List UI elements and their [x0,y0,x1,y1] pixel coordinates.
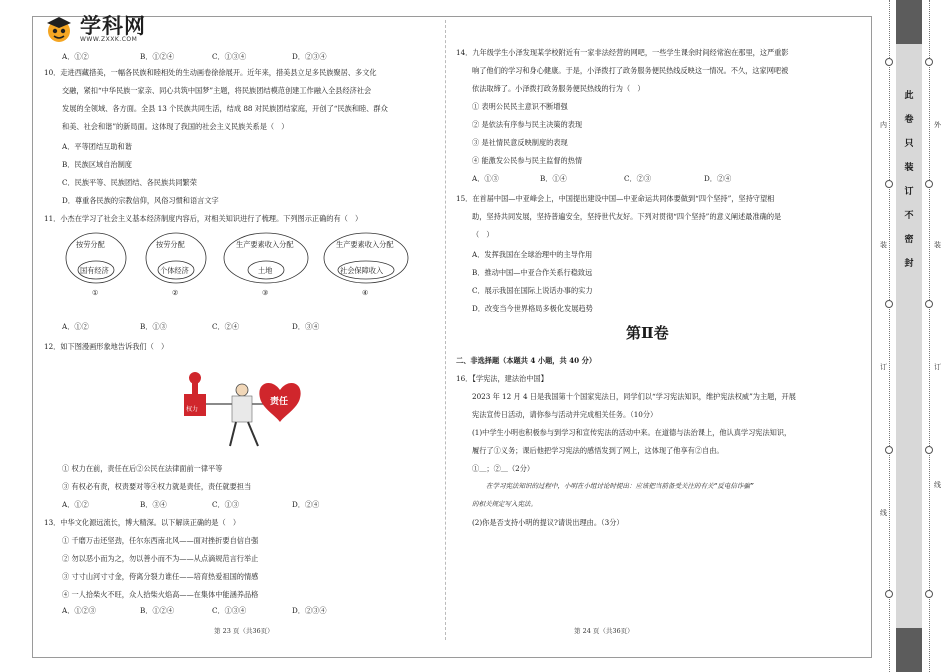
q10-option-a: A．平等团结互助和谐 [62,142,132,151]
inner-dotted-line [889,0,890,672]
binding-ring-5 [885,590,893,598]
q9-option-d: D．②③④ [292,52,327,61]
q12-option-c: C．①③ [212,500,240,509]
binding-ring-7 [925,180,933,188]
q14-item-1: ① 表明公民民主意识不断增强 [472,102,568,111]
q14-line-2: 响了他们的学习和身心健康。于是，小泽拨打了政务服务便民热线反映这一情况。不久，这家网吧被 [472,66,789,75]
q15-option-a: A．发挥我国在全球治理中的主导作用 [472,250,593,259]
q13-item-2: ② 勿以恶小而为之，勿以善小而不为——从点滴规范言行举止 [62,554,259,563]
binding-ring-10 [925,590,933,598]
q11-d2-outer: 按劳分配 [156,240,185,249]
q10-line-1: 10．走进西藏措美，一幅各民族和睦相处的生动画卷徐徐展开。近年来，措美县立足多民族聚居、多文化 [44,68,377,77]
inner-mark-1: 内 [880,121,887,129]
q13-item-4: ④ 一人拾柴火不旺，众人拾柴火焰高——在集体中能涵养品格 [62,590,259,599]
q16-note-line-1: 在学习宪法知识的过程中，小明在小组讨论时提出：应该把当前备受关注的有关“反电信诈骗” [486,482,754,490]
part2-heading: 二、非选择题（本题共 4 小题，共 40 分） [456,356,597,365]
q14-line-1: 14．九年级学生小泽发现某学校附近有一家非法经营的网吧，一些学生课余时间经常泡在那里，这严重影 [456,48,789,57]
q11-d3-num: ③ [262,288,269,297]
q14-option-d: D．②④ [704,174,732,183]
q14-option-c: C．②③ [624,174,652,183]
binding-ring-3 [885,300,893,308]
q10-line-3: 发展的全领域、各方面。全县 13 个民族共同生活，结成 88 对民族团结家庭，开创了“民族和睦、群众 [62,104,388,113]
q12-option-d: D．②④ [292,500,320,509]
strip-char-5: 订 [904,187,914,197]
q11-d3-outer: 生产要素收入分配 [236,240,294,249]
q11-d3-inner: 土地 [258,266,273,275]
column-divider [445,20,446,640]
strip-char-1: 此 [904,91,914,101]
q15-line-2: 助，坚持共同发展，坚持普遍安全，坚持世代友好。下列对贯彻“四个坚持”的意义阐述最准确的是 [472,212,782,221]
q9-option-b: B．①②④ [140,52,175,61]
q9-option-a: A．①② [62,52,89,61]
q11-d2-num: ② [172,288,179,297]
strip-char-8: 封 [904,259,914,269]
binding-ring-6 [925,58,933,66]
q11-d2-inner: 个体经济 [160,266,189,275]
cartoon-power-label: 权力 [186,406,199,413]
q10-line-2: 交融，紧扣“中华民族一家亲、同心共筑中国梦”主题，将民族团结模范创建工作融入全县经济社会 [62,86,372,95]
left-page-footer: 第 23 页（共36页） [214,627,274,635]
figure-body-icon [232,396,252,422]
logo-brand-text: 学科网 [80,14,146,38]
strip-char-3: 只 [904,139,914,149]
q13-item-3: ③ 寸寸山河寸寸金，侉离分裂力谁任——培育热爱祖国的情感 [62,572,259,581]
logo-url-text: WWW.ZXXK.COM [80,36,138,43]
q12-statement-1: ① 权力在前，责任在后②公民在法律面前一律平等 [62,464,223,473]
outer-mark-3: 订 [934,363,941,371]
q15-option-d: D．改变当今世界格局多极化发展趋势 [472,304,593,313]
strip-char-7: 密 [904,235,914,245]
q11-option-d: D．③④ [292,322,320,331]
q11-d1-inner: 国有经济 [80,266,109,275]
q16-line-4: 履行了①义务；课后他把学习宪法的感悟发到了网上，这体现了他享有②自由。 [472,446,724,455]
q12-statement-2: ③ 有权必有责，权责要对等④权力就是责任，责任就要担当 [62,482,252,491]
inner-mark-2: 装 [880,241,887,249]
q16-blank-line[interactable]: ①＿；②＿（2分） [472,464,535,473]
q16-line-1: 2023 年 12 月 4 日是我国第十个国家宪法日，同学们以“学习宪法知识，维护宪法权威”为主题，开展 [472,392,796,401]
binding-ring-8 [925,300,933,308]
q15-line-1: 15．在首届中国—中亚峰会上，中国提出建设中国—中亚命运共同体要做到“四个坚持”，坚持守望相 [456,194,775,203]
q13-option-d: D．②③④ [292,606,327,615]
q11-option-a: A．①② [62,322,89,331]
q13-option-b: B．①②④ [140,606,175,615]
outer-dotted-line [929,0,930,672]
binding-ring-4 [885,446,893,454]
q11-d4-inner: 社会保障收入 [340,266,384,275]
q11-d4-num: ④ [362,288,369,297]
strip-char-4: 装 [904,163,914,173]
q12-cartoon [180,360,310,460]
binding-ring-2 [885,180,893,188]
inner-mark-4: 线 [880,509,887,517]
q11-option-b: B．①③ [140,322,167,331]
section-title: 第Ⅱ卷 [626,324,669,342]
q11-d4-outer: 生产要素收入分配 [336,240,394,249]
outer-mark-2: 装 [934,241,941,249]
q14-item-2: ② 是依法有序参与民主决策的表现 [472,120,583,129]
binding-strip-bottom-block [896,628,922,672]
q11-line: 11．小杰在学习了社会主义基本经济制度内容后，对相关知识进行了梳理。下列图示正确的有（ ） [44,214,363,223]
q12-option-a: A．①② [62,500,89,509]
cartoon-duty-label: 责任 [270,397,289,407]
q16-line-2: 宪法宣传日活动，请你参与活动并完成相关任务。（10分） [472,410,658,419]
q14-line-3: 依法取缔了。小泽拨打政务服务便民热线的行为（ ） [472,84,645,93]
q11-option-c: C．②④ [212,322,240,331]
q10-option-d: D．尊重各民族的宗教信仰，风俗习惯和语言文字 [62,196,219,205]
inner-mark-3: 订 [880,363,887,371]
q13-line: 13．中华文化源远流长，博大精深。以下解读正确的是（ ） [44,518,241,527]
q15-line-3: （ ） [472,230,494,239]
q15-option-c: C．展示我国在国际上说话办事的实力 [472,286,593,295]
q14-option-a: A．①③ [472,174,499,183]
q10-option-b: B．民族区域自治制度 [62,160,132,169]
q16-line-3: (1)中学生小明也积极参与到学习和宣传宪法的活动中来。在道德与法治课上，他认真学习宪法知识， [472,428,792,437]
outer-mark-1: 外 [934,121,941,129]
right-column [456,38,852,558]
q11-d1-outer: 按劳分配 [76,240,105,249]
q16-question-2: (2)你是否支持小明的提议?请说出理由。（3分） [472,518,624,527]
left-column [42,38,432,618]
q12-option-b: B．③④ [140,500,167,509]
q11-d1-num: ① [92,288,99,297]
right-page-footer: 第 24 页（共36页） [574,627,634,635]
q14-item-3: ③ 是社情民意反映制度的表现 [472,138,568,147]
q10-line-4: 和美、社会和谐”的新局面。这体现了我国的社会主义民族关系是（ ） [62,122,289,131]
binding-strip-top-block [896,0,922,44]
q14-option-b: B．①④ [540,174,567,183]
strip-char-2: 卷 [904,115,914,125]
q13-item-1: ① 千磨万击还坚劲，任尔东西南北风——面对挫折要自信自强 [62,536,259,545]
outer-mark-4: 线 [934,481,941,489]
q13-option-a: A．①②③ [62,606,96,615]
q10-option-c: C．民族平等、民族团结、各民族共同繁荣 [62,178,197,187]
binding-ring-1 [885,58,893,66]
q9-option-c: C．①③④ [212,52,247,61]
q16-heading: 16．【学宪法，建法治中国】 [456,374,548,383]
q12-line: 12．如下图漫画形象地告诉我们（ ） [44,342,169,351]
q16-note-line-2: 的相关规定写入宪法。 [472,500,537,508]
q15-option-b: B．推动中国—中亚合作关系行稳致远 [472,268,593,277]
strip-char-6: 不 [904,211,914,221]
q13-option-c: C．①③④ [212,606,247,615]
q14-item-4: ④ 能激发公民参与民主监督的热情 [472,156,583,165]
binding-ring-9 [925,446,933,454]
